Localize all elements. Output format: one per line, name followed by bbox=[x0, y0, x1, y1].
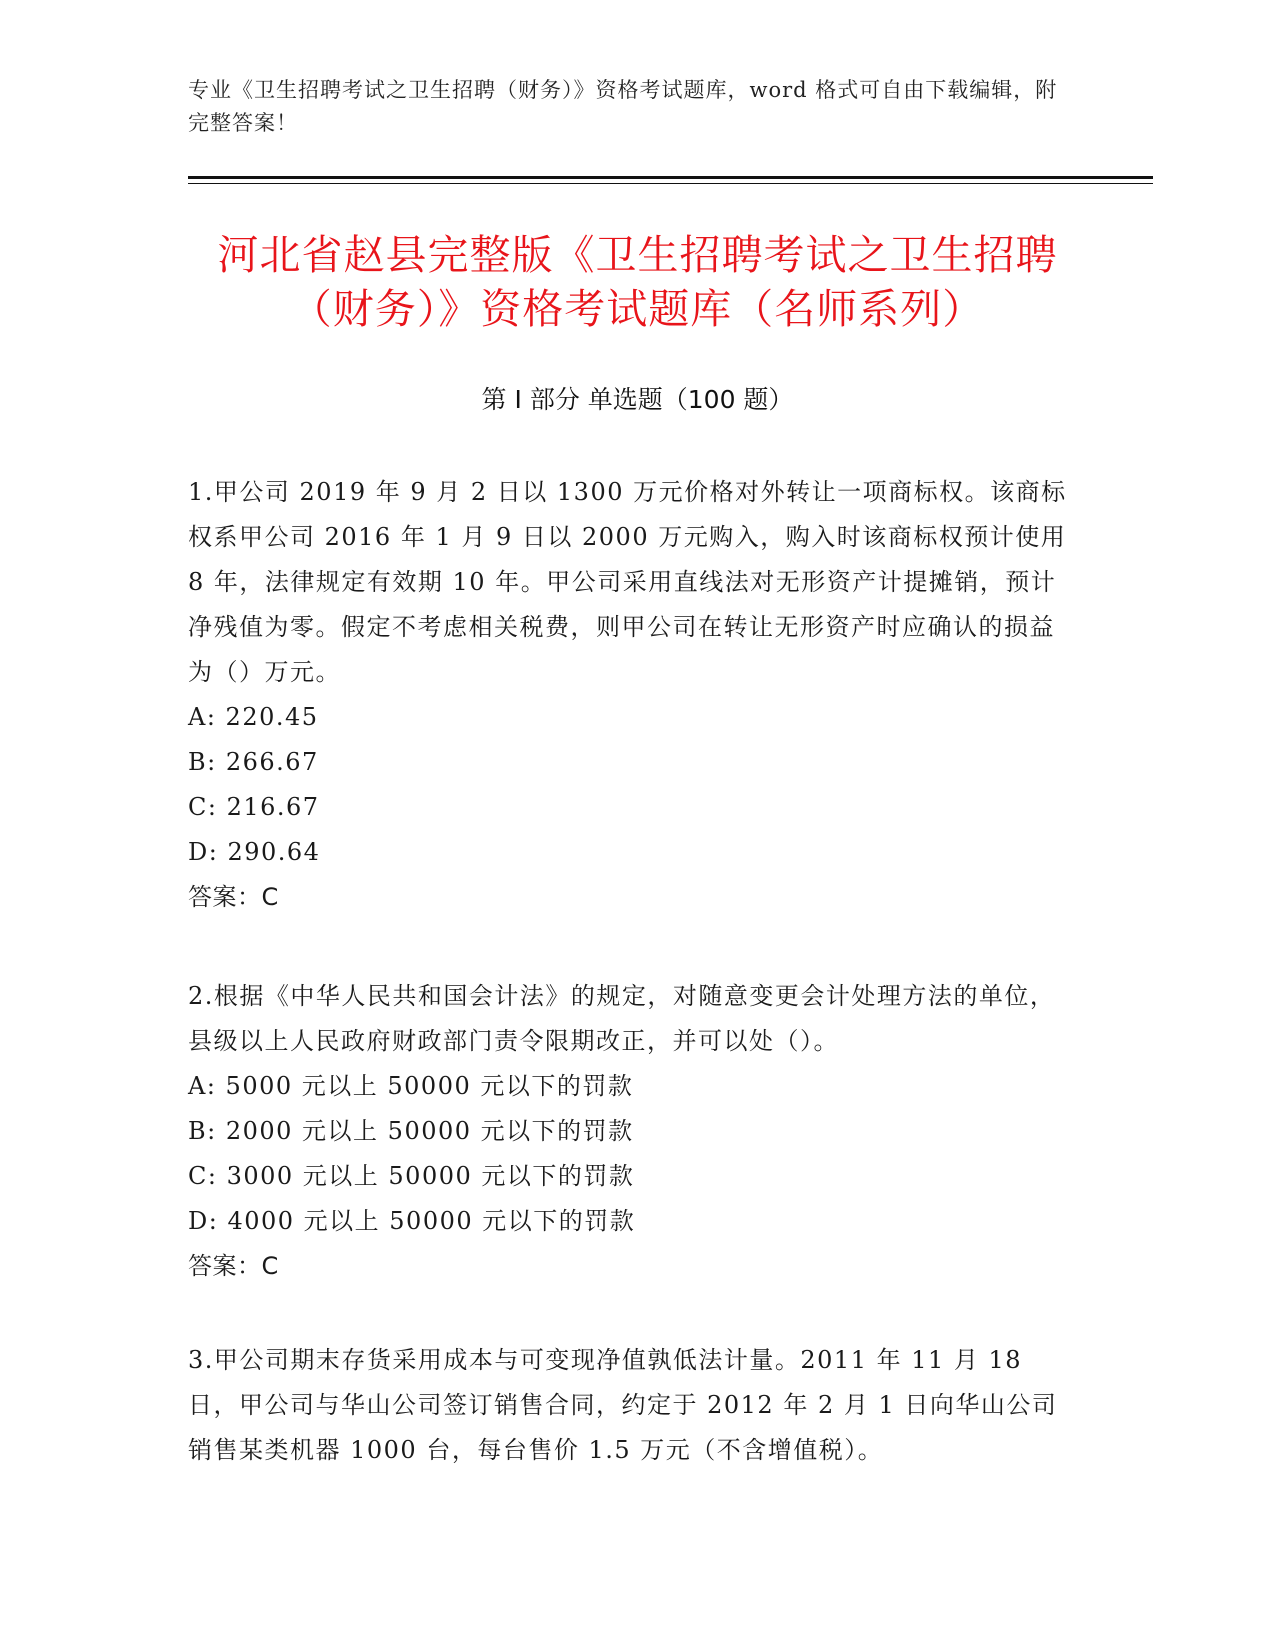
header-divider-thick bbox=[188, 176, 1153, 179]
header-divider-thin bbox=[188, 183, 1153, 184]
question-text: 2.根据《中华人民共和国会计法》的规定，对随意变更会计处理方法的单位，县级以上人民政府财政部门责令限期改正，并可以处（）。 bbox=[188, 982, 1056, 1055]
option-b: B: 2000 元以上 50000 元以下的罚款 bbox=[188, 1117, 634, 1145]
question-2 bbox=[188, 974, 1068, 1289]
option-c: C: 3000 元以上 50000 元以下的罚款 bbox=[188, 1162, 635, 1190]
option-a: A: 220.45 bbox=[188, 703, 319, 731]
header-note: 专业《卫生招聘考试之卫生招聘（财务）》资格考试题库，word 格式可自由下载编辑，附完整答案！ bbox=[188, 78, 1058, 135]
document-title: 河北省赵县完整版《卫生招聘考试之卫生招聘（财务）》资格考试题库（名师系列） bbox=[217, 231, 1058, 333]
option-d: D: 4000 元以上 50000 元以下的罚款 bbox=[188, 1207, 636, 1235]
answer: 答案：C bbox=[188, 883, 279, 911]
option-b: B: 266.67 bbox=[188, 748, 319, 776]
question-text: 3.甲公司期末存货采用成本与可变现净值孰低法计量。2011 年 11 月 18 日，甲公司与华山公司签订销售合同，约定于 2012 年 2 月 1 日向华山公司销售某类机器 1000 台，每台售价 1.5 万元（不含增值税）。 bbox=[188, 1346, 1058, 1464]
option-a: A: 5000 元以上 50000 元以下的罚款 bbox=[188, 1072, 634, 1100]
option-c: C: 216.67 bbox=[188, 793, 320, 821]
section-heading: 第 I 部分 单选题（100 题） bbox=[481, 385, 794, 414]
question-1 bbox=[188, 470, 1068, 920]
option-d: D: 290.64 bbox=[188, 838, 321, 866]
question-text: 1.甲公司 2019 年 9 月 2 日以 1300 万元价格对外转让一项商标权。该商标权系甲公司 2016 年 1 月 9 日以 2000 万元购入，购入时该商标权预计使用 8 年，法律规定有效期 10 年。甲公司采用直线法对无形资产计提摊销，预计净残值为零。假定不考虑相关税费，则甲公司在转让无形资产时应确认的损益为（）万元。 bbox=[188, 478, 1067, 686]
answer: 答案：C bbox=[188, 1252, 279, 1280]
question-3 bbox=[188, 1338, 1068, 1473]
